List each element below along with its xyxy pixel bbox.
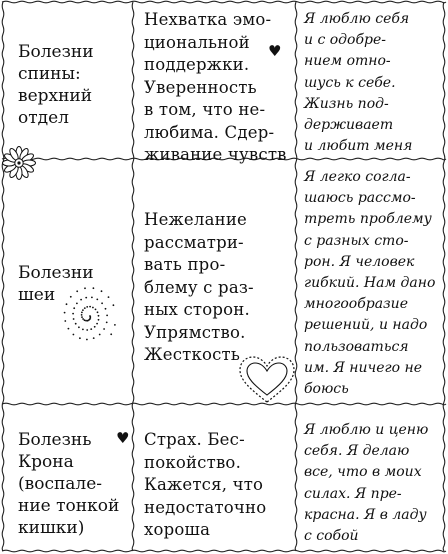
grid-line [2,403,446,405]
spiral-dot [73,318,75,320]
row3-affirmation-line: себя. Я делаю [304,443,410,460]
spiral-dot [94,326,96,328]
spiral-dot [64,312,66,314]
row1-affirmation-line: Жизнь под- [304,95,389,112]
row2-affirmation-line: боюсь [304,381,349,398]
row3-cause-line: Страх. Бес- [144,430,245,449]
spiral-dot [84,287,86,289]
spiral-dot [85,297,87,299]
row2-cause-line: вать про- [144,255,226,274]
spiral-dot [80,299,82,301]
spiral-dot [92,307,94,309]
spiral-dot [84,319,86,321]
row1-cause [144,9,287,167]
row3-affirmation-line: Я люблю и ценю [304,422,429,438]
row2-cause-line: Жесткость [144,345,241,364]
spiral-dot [96,299,98,301]
row1-disease [18,41,94,129]
row2-cause-line: Упрямство. [144,322,246,342]
row3-cause-line: хороша [144,520,211,539]
row3-affirmation-line: красна. Я в ладу [304,506,427,523]
row3-cause-line: недостаточно [144,497,267,517]
spiral-dot [96,323,98,325]
row1-disease-line: отдел [18,108,69,128]
row3-affirmation [304,420,428,547]
row2-cause-line: Нежелание [144,210,247,229]
spiral-dot [114,324,116,326]
spiral-dot [90,328,92,330]
spiral-dot [103,328,105,330]
grid-line [2,2,4,551]
spiral-dot [70,296,72,298]
row1-cause-line: живание чувств [144,145,287,164]
row1-cause-line: поддержки. [144,55,250,74]
row2-affirmation-line: решений, и надо [304,317,428,334]
row3-disease-line: кишки) [18,518,85,538]
spiral-dot [93,337,95,339]
row3-cause-line: покойство. [144,452,242,472]
row1-affirmation-line: держивает [304,117,394,134]
row2-affirmation [304,167,435,400]
row3-disease-line: Крона [18,452,74,472]
spiral-dot [85,320,87,322]
row2-affirmation-line: Я легко согла- [304,169,411,185]
row3-disease-line: ние тонкой [18,496,120,516]
small-heart-icon: ♥ [116,429,130,447]
spiral-dot [110,333,112,335]
row2-cause [144,209,254,367]
row1-affirmation-line: Я люблю себя [304,11,410,27]
row2-affirmation-line: пользоваться [304,338,409,355]
row1-cause-line: в том, что не- [144,100,266,119]
grid-line [2,1,446,3]
spiral-dot [76,290,78,292]
outline-heart-icon [238,356,296,406]
grid-line [443,2,445,551]
grid-line [295,2,297,551]
daisy-flower-icon [2,146,36,180]
spiral-dot [81,314,83,316]
spiral-dot [108,296,110,298]
row1-affirmation-line: шусь к себе. [304,74,396,91]
row3-disease-line: Болезнь [18,430,92,450]
row1-affirmation-line: и с одобре- [304,32,387,49]
row1-affirmation [304,9,412,157]
row2-affirmation-line: гибкий. Нам дано [304,275,436,292]
spiral-dot [106,322,108,324]
spiral-dot [93,287,95,289]
row3-affirmation-line: с собой [304,528,359,545]
spiral-dot [82,309,84,311]
spiral-dot [73,334,75,336]
row1-disease-line: Болезни [18,42,94,62]
spiral-dot [75,323,77,325]
spiral-dot [101,302,103,304]
row2-affirmation-line: с разных сто- [304,232,409,249]
row1-disease-line: спины: [18,64,81,84]
small-heart-icon: ♥ [268,42,282,60]
row2-affirmation-line: им. Я ничего не [304,359,422,376]
spiral-dot [68,328,70,330]
spiral-dot [84,307,86,309]
spiral-dot [86,329,88,331]
spiral-dot [99,334,101,336]
spiral-dot [64,320,66,322]
row2-affirmation-line: рон. Я человек [304,253,415,270]
spiral-dot [82,329,84,331]
spiral-dot [113,304,115,306]
spiral-dot [76,303,78,305]
spiral-dot [81,316,83,318]
spiral-dot [86,306,88,308]
row2-affirmation-line: треть проблему [304,211,432,228]
row3-affirmation-line: все, что в моих [304,464,422,481]
row2-disease-line: шеи [18,285,56,305]
spiral-dot [105,308,107,310]
row1-cause-line: любима. Сдер- [144,122,275,142]
spiral-dot [87,320,89,322]
spiral-dot [78,326,80,328]
spiral-dot [66,303,68,305]
spiral-dot [101,290,103,292]
row1-cause-line: Уверенность [144,77,257,97]
spiral-dot [97,311,99,313]
spiral-dot [82,318,84,320]
spiral-dot [89,306,91,308]
row1-affirmation-line: и любит меня [304,138,413,155]
row3-cause [144,429,266,542]
spiral-dot [98,315,100,317]
row2-affirmation-line: многообразие [304,296,408,313]
row3-cause-line: Кажется, что [144,475,264,494]
spiral-dot [81,312,83,314]
spiral-dot [106,315,108,317]
grid-line [2,550,446,552]
dotted-spiral-icon [58,276,116,348]
row3-disease [18,429,119,539]
row3-disease-line: (воспале- [18,474,103,494]
spiral-dot [73,307,75,309]
row3-affirmation-line: силах. Я пре- [304,485,402,502]
row2-cause-line: блему с раз- [144,277,254,297]
row2-affirmation-line: шаюсь рассмо- [304,190,416,207]
row1-disease-line: верхний [18,86,93,106]
spiral-dot [72,313,74,315]
row2-cause-line: ных сторон. [144,300,250,319]
row2-disease-line: Болезни [18,263,94,283]
spiral-dot [79,337,81,339]
spiral-dot [86,339,88,341]
grid-line [132,2,134,551]
row1-cause-line: циональной [144,32,250,52]
spiral-dot [91,297,93,299]
row2-cause-line: рассматри- [144,232,244,252]
row1-cause-line: Нехватка эмо- [144,10,272,29]
spiral-dot [98,319,100,321]
row1-affirmation-line: нием отно- [304,53,391,70]
spiral-dot [95,309,97,311]
